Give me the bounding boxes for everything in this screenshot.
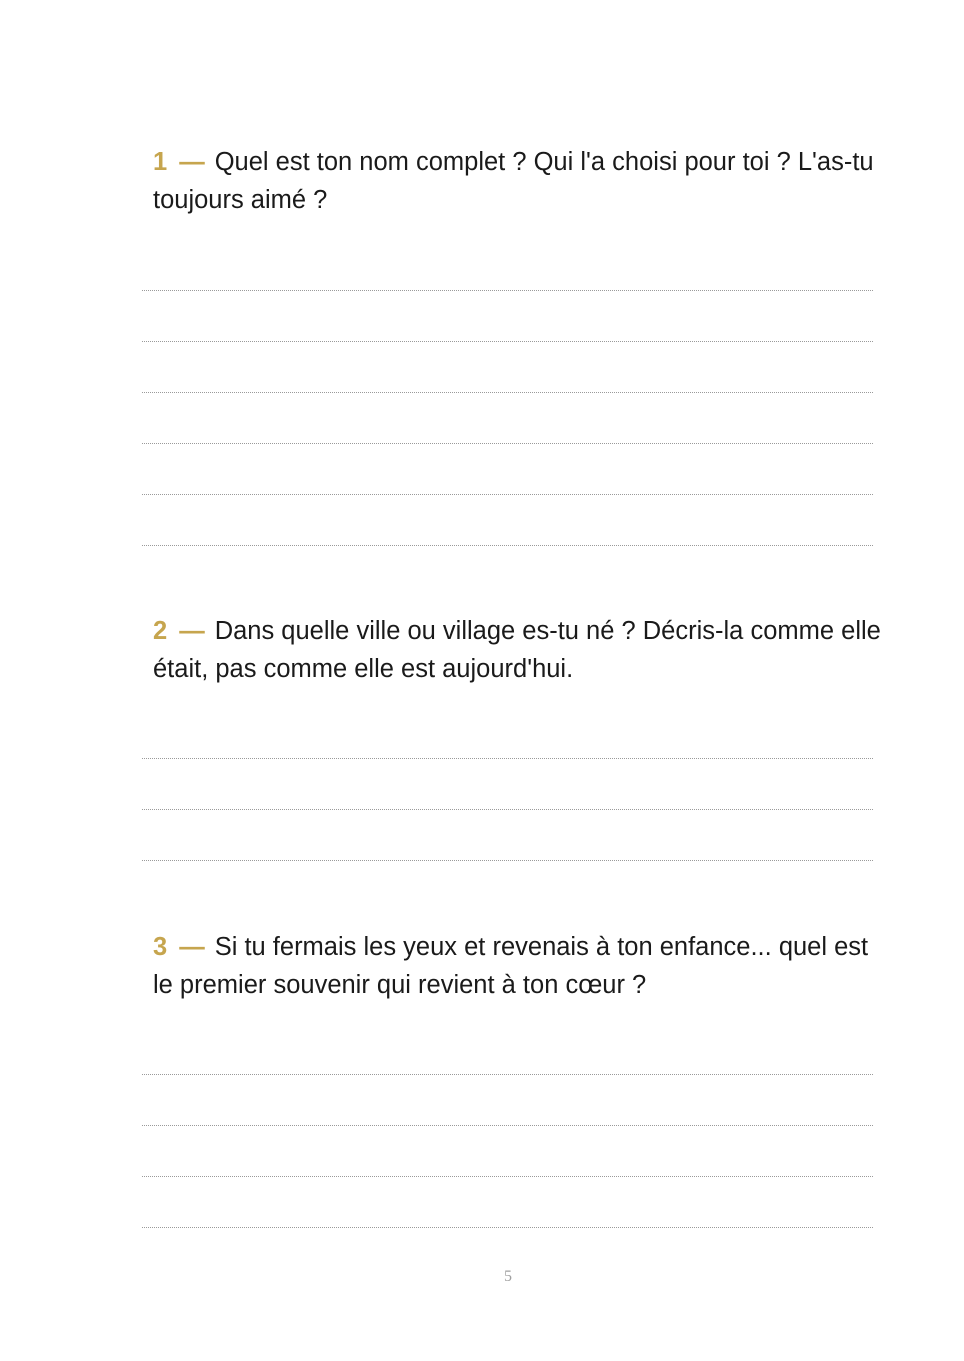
answer-line[interactable] xyxy=(142,443,873,444)
answer-line[interactable] xyxy=(142,1176,873,1177)
answer-line[interactable] xyxy=(142,1227,873,1228)
question-text: Si tu fermais les yeux et revenais à ton enfance... quel est le premier souvenir qui revient à ton cœur ? xyxy=(153,933,869,999)
question-dash: — xyxy=(179,617,205,645)
question-text: Dans quelle ville ou village es-tu né ? Décris-la comme elle était, pas comme elle est aujourd'hui. xyxy=(153,617,881,683)
question-dash: — xyxy=(179,933,205,961)
answer-line[interactable] xyxy=(142,545,873,546)
answer-line[interactable] xyxy=(142,392,873,393)
answer-line[interactable] xyxy=(142,758,873,759)
question-number: 1 xyxy=(153,148,168,176)
page-number: 5 xyxy=(504,1268,512,1285)
question-number: 3 xyxy=(153,933,168,961)
answer-line[interactable] xyxy=(142,809,873,810)
answer-line[interactable] xyxy=(142,1074,873,1075)
answer-line[interactable] xyxy=(142,341,873,342)
question-1 xyxy=(153,143,893,219)
answer-line[interactable] xyxy=(142,290,873,291)
question-text: Quel est ton nom complet ? Qui l'a choisi pour toi ? L'as-tu toujours aimé ? xyxy=(153,148,874,214)
question-number: 2 xyxy=(153,617,168,645)
answer-line[interactable] xyxy=(142,860,873,861)
question-2 xyxy=(153,612,893,688)
answer-line[interactable] xyxy=(142,1125,873,1126)
question-3 xyxy=(153,928,893,1004)
question-dash: — xyxy=(179,148,205,176)
answer-line[interactable] xyxy=(142,494,873,495)
